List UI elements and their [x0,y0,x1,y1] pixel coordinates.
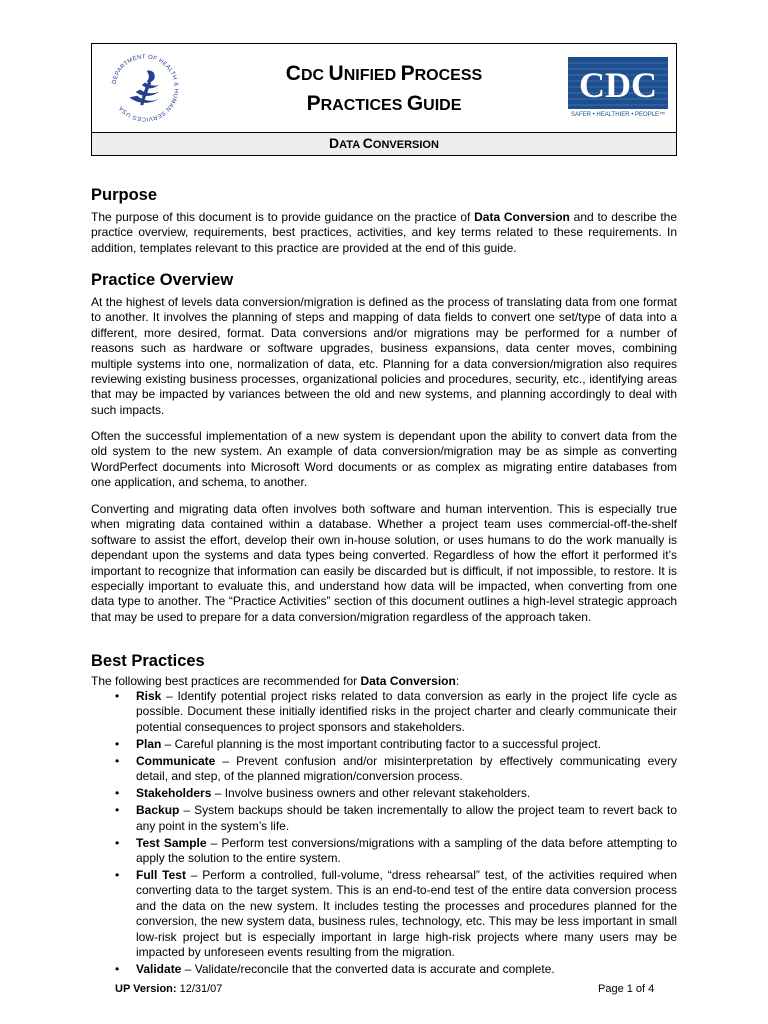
cdc-tagline: SAFER • HEALTHIER • PEOPLE™ [570,112,666,118]
purpose-heading: Purpose [91,186,158,204]
cdc-logo [568,57,668,119]
bullet-icon: • [115,803,120,818]
best-practices-list [91,689,677,979]
document-header [91,43,677,156]
list-item: • Validate – Validate/reconcile that the converted data is accurate and complete. [115,962,555,977]
purpose-paragraph: The purpose of this document is to provide guidance on the practice of Data Conversion and to describe the practice overview, requirements, best practices, activities, and key terms related to these requirements. In addition, templates relevant to this practice are provided at the end of this guide. [91,210,678,255]
best-practices-heading: Best Practices [91,652,205,670]
bullet-icon: • [115,689,120,703]
document-title-line1: CDC UNIFIED PROCESS [285,62,483,85]
overview-paragraph-3: Converting and migrating data often involves both software and human intervention. This is especially true when migrating data contained within a database. Whether a project team uses commercial-off-the-shelf software to assist the effort, develop their own in-house solution, or uses humans to do the work manually is dependant upon the systems and data types being converted. Regardless of how the effort it performed it’s important to recognize that information can easily be discarded but is difficult, if not impossible, to restore. It is especially important to evaluate this, and understand how data will be impacted, when converting from one data type to another. The “Practice Activities” section of this document outlines a high-level strategic approach that may be used to prepare for a data conversion/migration regardless of the approach taken. [91,502,677,624]
footer-page-number: Page 1 of 4 [598,983,655,995]
footer-version: UP Version: 12/31/07 [115,983,223,995]
document-subtitle: DATA CONVERSION [92,132,676,155]
bullet-icon: • [115,736,120,751]
document-title-line2: PRACTICES GUIDE [306,92,462,115]
bullet-icon: • [115,835,120,850]
list-item: • Plan – Careful planning is the most important contributing factor to a successful project. [115,736,601,751]
list-item: • Backup – System backups should be taken incrementally to allow the project team to revert back to any point in the system’s life. [115,803,677,833]
list-item: • Communicate – Prevent confusion and/or misinterpretation by effectively communicating every detail, and step, of the planned migration/conversion process. [115,753,677,784]
seal-text: DEPARTMENT OF HEALTH & HUMAN SERVICES USA [111,54,179,122]
bullet-icon: • [115,962,120,977]
overview-paragraph-2: Often the successful implementation of a new system is dependant upon the ability to convert data from the old system to the new system. An example of data conversion/migration may be as simple as converting WordPerfect documents into Microsoft Word documents or as complex as migrating entire databases from one application, and schema, to another. [91,429,677,490]
list-item: • Test Sample – Perform test conversions/migrations with a sampling of the data before attempting to apply the solution to the entire system. [115,835,677,866]
bullet-icon: • [115,786,120,801]
best-practices-intro: The following best practices are recommended for Data Conversion: [91,674,460,688]
list-item: • Risk – Identify potential project risks related to data conversion as early in the project life cycle as possible. Document these initially identified risks in the project charter and clearly communicate their potential consequences to project sponsors and stakeholders. [115,689,677,734]
bullet-icon: • [115,868,120,883]
cdc-logo-text: CDC [579,65,657,105]
bullet-icon: • [115,753,120,768]
overview-paragraph-1: At the highest of levels data conversion/migration is defined as the process of translating data from one format to another. It involves the planning of steps and mapping of data fields to convert one set/type of data into a different, more desired, format. Data conversions and/or migrations may be performed for a number of reasons such as hardware or software upgrades, business expansions, data center moves, combining multiple systems into one, normalization of data, etc. Planning for a data conversion/migration also requires reviewing existing business processes, organizational policies and procedures, security, etc., identifying areas that may be impacted by variances between the old and new systems, and planning accordingly to deal with such impacts. [91,295,677,417]
practice-overview-heading: Practice Overview [91,271,234,289]
header-title-area [92,44,676,132]
list-item: • Stakeholders – Involve business owners and other relevant stakeholders. [115,786,531,801]
list-item: • Full Test – Perform a controlled, full-volume, “dress rehearsal” test, of the activities required when converting data to the target system. This is an end-to-end test of the entire data conversion process and the data on the new system. It includes testing the processes and procedures planned for the conversion, the new system data, business rules, technology, etc. This may be less important in small low-risk project but is especially important in large high-risk projects where many users may be impacted by unforeseen events resulting from the migration. [115,868,677,960]
